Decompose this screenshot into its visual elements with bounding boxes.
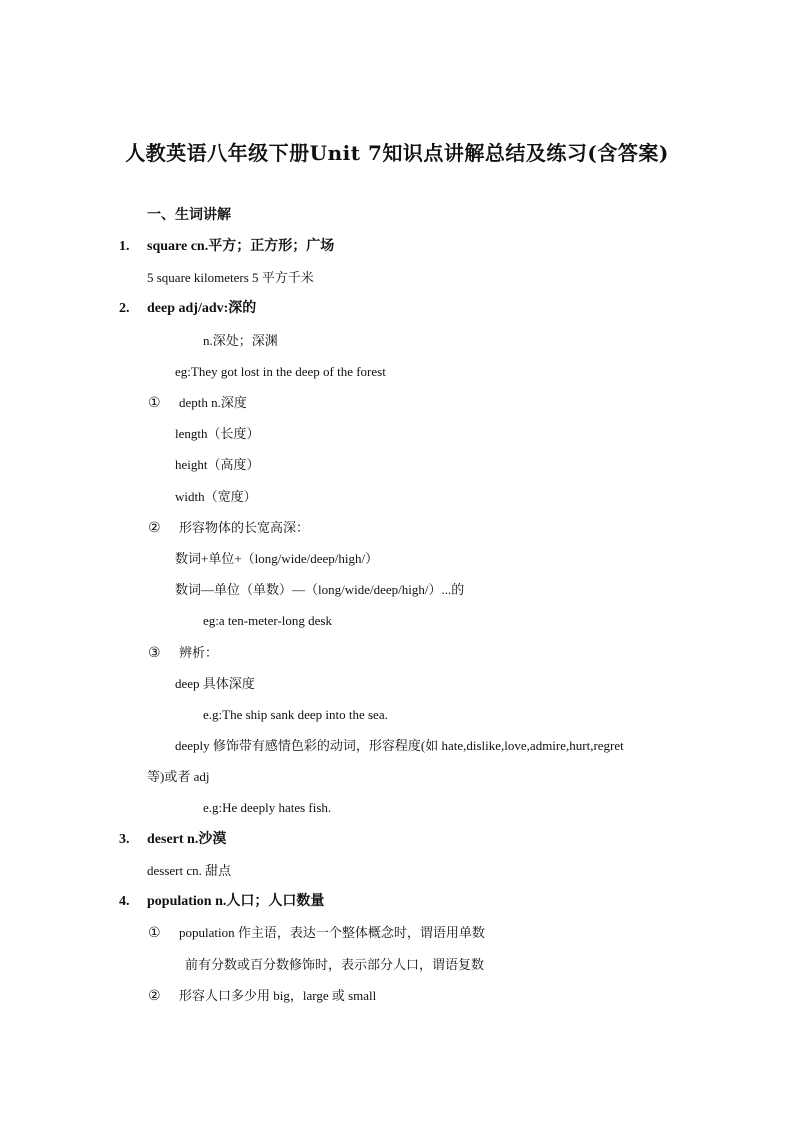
sub-text: 辨析： <box>179 645 219 660</box>
sub-line: length（长度） <box>175 426 260 441</box>
sub-text: population 作主语，表达一个整体概念时，谓语用单数 <box>179 925 485 940</box>
sub-text: depth n.深度 <box>179 395 247 410</box>
sub-line: 数词—单位（单数）—（long/wide/deep/high/）...的 <box>175 582 465 597</box>
sub-marker: ① <box>148 395 161 411</box>
item-heading-desert: desert n.沙漠 <box>147 832 227 847</box>
item-heading-population: population n.人口；人口数量 <box>147 894 325 909</box>
item-line: n.深处；深渊 <box>203 333 278 348</box>
sub-line: 数词+单位+（long/wide/deep/high/） <box>175 551 379 566</box>
item-line: 5 square kilometers 5 平方千米 <box>147 270 314 285</box>
sub-line: e.g:The ship sank deep into the sea. <box>203 707 388 722</box>
sub-marker: ② <box>148 988 161 1004</box>
sub-line: height（高度） <box>175 457 260 472</box>
sub-line: deep 具体深度 <box>175 676 255 691</box>
item-number: 4. <box>119 894 130 909</box>
item-line: dessert cn. 甜点 <box>147 863 232 878</box>
section-heading: 一、生词讲解 <box>147 208 231 223</box>
sub-line: deeply 修饰带有感情色彩的动词，形容程度(如 hate,dislike,love,admire,hurt,regret <box>175 738 624 753</box>
item-number: 1. <box>119 239 130 254</box>
sub-text: 形容人口多少用 big，large 或 small <box>179 988 377 1003</box>
item-heading-square: square cn.平方；正方形；广场 <box>147 239 335 254</box>
item-number: 3. <box>119 832 130 847</box>
item-line: eg:They got lost in the deep of the forest <box>175 364 386 379</box>
item-number: 2. <box>119 301 130 316</box>
sub-line: eg:a ten-meter-long desk <box>203 613 332 628</box>
sub-line: e.g:He deeply hates fish. <box>203 800 332 815</box>
sub-line: width（宽度） <box>175 489 257 504</box>
sub-text: 形容物体的长宽高深： <box>179 520 310 535</box>
sub-marker: ② <box>148 520 161 536</box>
sub-marker: ① <box>148 925 161 941</box>
sub-line: 前有分数或百分数修饰时，表示部分人口，谓语复数 <box>185 957 485 972</box>
document-title: 人教英语八年级下册Unit 7知识点讲解总结及练习(含答案) <box>125 141 669 165</box>
sub-line: 等)或者 adj <box>147 769 210 784</box>
item-heading-deep: deep adj/adv:深的 <box>147 301 257 316</box>
sub-marker: ③ <box>148 645 161 661</box>
